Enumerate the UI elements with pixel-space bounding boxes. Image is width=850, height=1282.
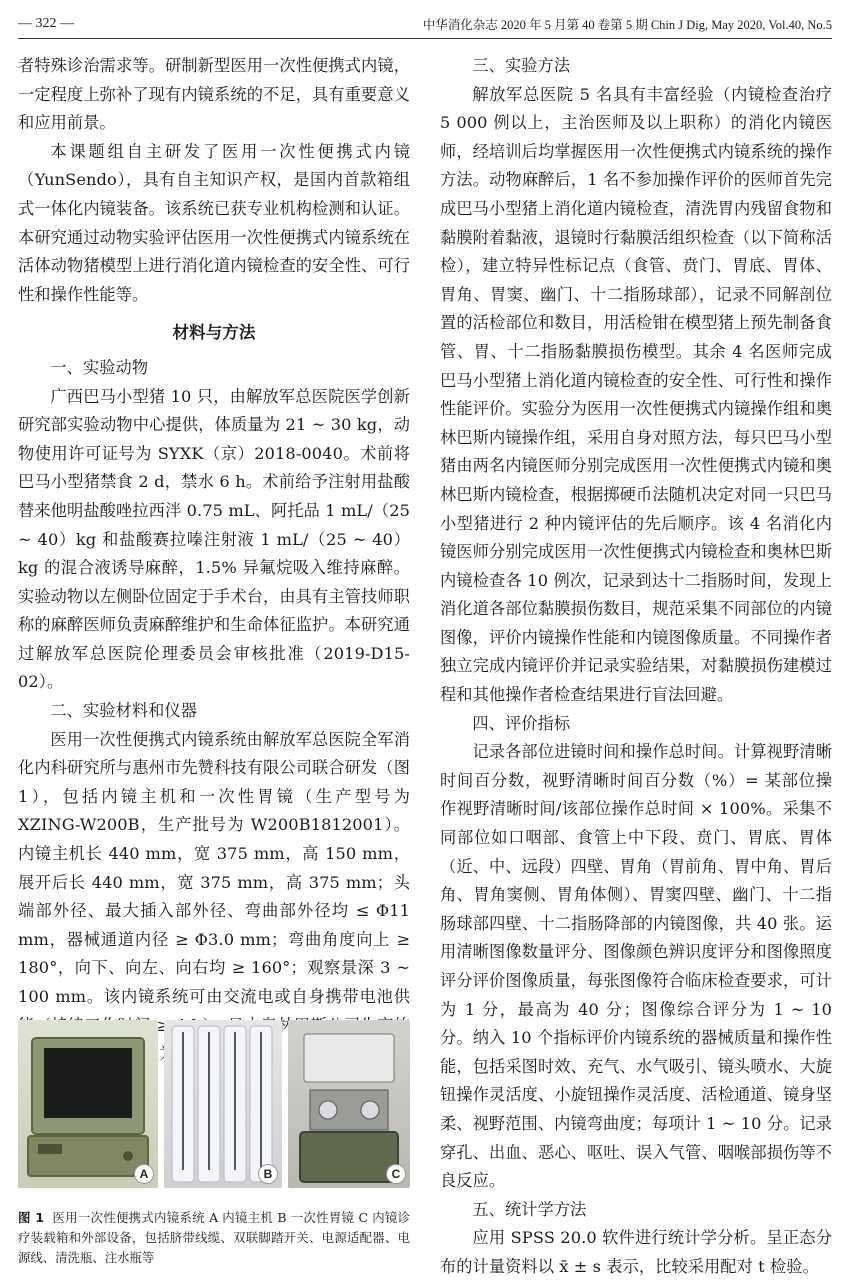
subsection-title-materials: 二、实验材料和仪器 [50,701,197,721]
paragraph-intro-tail: 者特殊诊治需求等。研制新型医用一次性便携式内镜，一定程度上弥补了现有内镜系统的不足，具有重要意义和应用前景。 [18,56,410,133]
paragraph-animals: 广西巴马小型猪 10 只，由解放军总医院医学创新研究部实验动物中心提供，体质量为 21 ~ 30 kg，动物使用许可证号为 SYXK（京）2018-0040。术前将巴马小型猪禁食 2 d，禁水 6 h。术前给予注射用盐酸替来他明盐酸唑拉西泮 0.75 mL、阿托品 1 mL/（25 ~ 40）kg 和盐酸赛拉嗪注射液 1 mL/（25 ~ 40）kg 的混合液诱导麻醉，1.5% 异氟烷吸入维持麻醉。实验动物以左侧卧位固定于手术台，由具有主管技师职称的麻醉医师负责麻醉维护和生命体征监护。本研究通过解放军总医院伦理委员会审核批准（2019-D15-02）。 [18,386,410,692]
subsection-title-animals: 一、实验动物 [50,357,149,377]
figure-1 [18,1020,410,1188]
paragraph-indicators: 记录各部位进镜时间和操作总时间。计算视野清晰时间百分数，视野清晰时间百分数（%）= 某部位操作视野清晰时间/该部位操作总时间 × 100%。采集不同部位如口咽部、食管上中下段、贲门、胃底、胃体（近、中、远段）四壁、胃角（胃前角、胃中角、胃后角、胃角窦侧、胃角体侧）、胃窦四壁、幽门、十二指肠球部四壁、十二指肠降部的内镜图像，共 40 张。运用清晰图像数量评分、图像颜色辨识度评分和图像照度评分评价图像质量，每张图像符合临床检查要求，可计为 1 分，最高为 40 分；图像综合评分为 1 ~ 10 分。纳入 10 个指标评价内镜系统的器械质量和操作性能，包括采图时效、充气、水气吸引、镜头喷水、大旋钮操作灵活度、小旋钮操作灵活度、活检通道、镜身坚柔、视野范围、内镜弯曲度；每项计 1 ~ 10 分。记录穿孔、出血、恶心、呕吐、误入气管、咽喉部损伤等不良反应。 [440,742,832,1191]
subsection-title-statistics: 五、统计学方法 [472,1199,587,1219]
page-number: — 322 — [18,16,74,31]
subsection-title-indicators: 四、评价指标 [472,713,571,733]
caption-text: 医用一次性便携式内镜系统 A 内镜主机 B 一次性胃镜 C 内镜诊疗装载箱和外部设备，包括脐带线缆、双联脚踏开关、电源适配器、电源线、清洗瓶、注水瓶等 [18,1210,410,1265]
figure-caption [18,1208,410,1268]
figure-panel-carrier-case [288,1020,410,1188]
section-title-methods: 材料与方法 [172,323,256,343]
paragraph-materials: 医用一次性便携式内镜系统由解放军总医院全军消化内科研究所与惠州市先赞科技有限公司联合研发（图 1），包括内镜主机和一次性胃镜（生产型号为 XZING-W200B，生产批号为 W200B1812001）。内镜主机长 440 mm，宽 375 mm，高 150 mm，展开后长 440 mm，宽 375 mm，高 375 mm；头端部外径、最大插入部外径、弯曲部外径均 ≤ Φ11 mm，器械通道内径 ≥ Φ3.0 mm；弯曲角度向上 ≥ 180°，向下、向左、向右均 ≥ 160°；观察景深 3 ~ 100 mm。该内镜系统可由交流电或自身携带电池供 [18,729,410,1006]
caption-label: 图 1 [18,1210,44,1225]
panel-label-a: A [135,1165,153,1183]
endoscope-host-illustration [18,1020,158,1188]
panel-label-c: C [387,1165,405,1183]
right-column [440,52,832,1282]
figure-panel-endoscope-host [18,1020,158,1188]
paragraph-methods: 解放军总医院 5 名具有丰富经验（内镜检查治疗 5 000 例以上，主治医师及以上职称）的消化内镜医师，经培训后均掌握医用一次性便携式内镜系统的操作方法。动物麻醉后，1 名不参加操作评价的医师首先完成巴马小型猪上消化道内镜检查，清洗胃内残留食物和黏膜附着黏液，退镜时行黏膜活组织检查（以下简称活检），建立特异性标记点（食管、贲门、胃底、胃体、胃角、胃窦、幽门、十二指肠球部），记录不同解剖位置的活检部位和数目，用活检钳在模型猪上预先制备食管、胃、十二指肠黏膜损伤模型。其余 4 名医师完成巴马小型猪上消化道内镜检查的安全性、可行性和操作性能评价。实验分为医用一次性便携式内镜操作组和奥林巴斯内镜操作组，采用自身对照方法，每只巴马小型猪由两名内镜医师分别完成医用一次性便携式内镜和奥林巴斯内镜检查，根据掷硬币法随机决定对同一只巴马小型猪进行 2 种内镜评估的先后顺序。该 4 名消化内镜医师分别完成医用一次性便携式内镜检查和奥林巴斯内镜检查各 10 例次，记录到达十二指肠时间，发现上消化道各部位黏膜损伤数目，规范采集不同部位的内镜图像，评价内镜操作性能和内镜图像质量。不同操作者独立完成内镜评价并记录实验结果，对黏膜损伤建模过程和其他操作者检查结果进行盲法回避。 [440,84,832,705]
disposable-gastroscope-illustration [164,1020,282,1188]
subsection-title-methods: 三、实验方法 [472,56,571,75]
figure-panel-disposable-gastroscope [164,1020,282,1188]
left-column [18,52,410,1069]
carrier-case-illustration [288,1020,410,1188]
journal-info: 中华消化杂志 2020 年 5 月第 40 卷第 5 期 Chin J Dig, May 2020, Vol.40, No.5 [422,18,832,32]
paragraph-statistics: 应用 SPSS 20.0 软件进行统计学分析。呈正态分布的计量资料以 x̄ ± s 表示，比较采用配对 t 检验。 [440,1228,832,1276]
paragraph-study-aim: 本课题组自主研发了医用一次性便携式内镜（YunSendo），具有自主知识产权，是国内首款箱组式一体化内镜装备。该系统已获专业机构检测和认证。本研究通过动物实验评估医用一次性便携式内镜系统在活体动物猪模型上进行消化道内镜检查的安全性、可行性和操作性能等。 [18,141,410,304]
panel-label-b: B [259,1165,277,1183]
running-header [18,10,832,39]
